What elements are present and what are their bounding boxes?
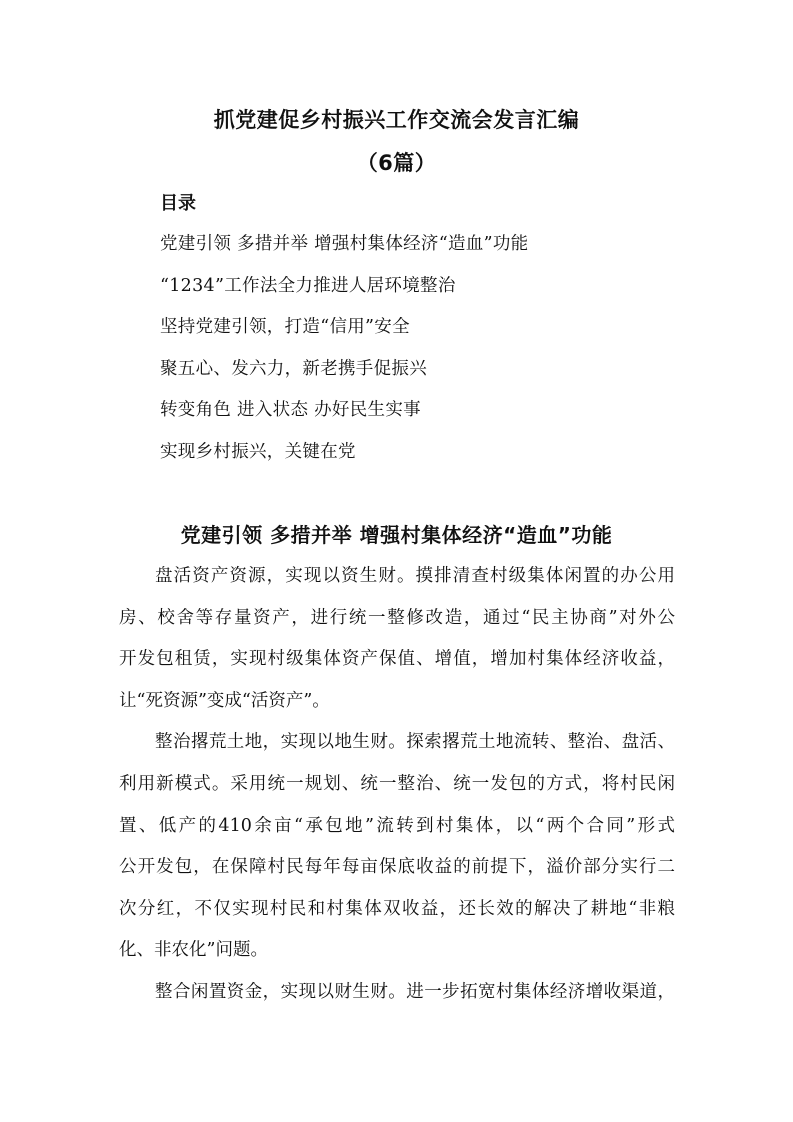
toc-heading: 目录	[160, 193, 196, 214]
toc-item: 实现乡村振兴，关键在党	[160, 441, 356, 462]
paragraph-line: 让“死资源”变成“活资产”。	[119, 690, 330, 711]
section-title: 党建引领 多措并举 增强村集体经济“造血”功能	[180, 523, 613, 547]
toc-item: 党建引领 多措并举 增强村集体经济“造血”功能	[160, 234, 529, 254]
table-of-contents	[160, 231, 528, 480]
section-body	[119, 560, 675, 1018]
document-subtitle: （6篇）	[356, 151, 437, 175]
toc-item: 聚五心、发六力，新老携手促振兴	[160, 358, 427, 379]
paragraph-line: 置、低产的410余亩“承包地”流转到村集体，以“两个合同”形式	[119, 815, 675, 836]
toc-item: 转变角色 进入状态 办好民生实事	[160, 400, 421, 420]
paragraph-line: 整合闲置资金，实现以财生财。进一步拓宽村集体经济增收渠道，	[155, 981, 675, 1002]
paragraph-line: 开发包租赁，实现村级集体资产保值、增值，增加村集体经济收益，	[119, 649, 675, 670]
document-title: 抓党建促乡村振兴工作交流会发言汇编	[213, 108, 580, 132]
paragraph-line: 次分红，不仅实现村民和村集体双收益，还长效的解决了耕地“非粮	[119, 898, 675, 919]
paragraph-line: 利用新模式。采用统一规划、统一整治、统一发包的方式，将村民闲	[119, 773, 675, 794]
paragraph-line: 盘活资产资源，实现以资生财。摸排清查村级集体闲置的办公用	[155, 566, 675, 586]
paragraph-line: 整治撂荒土地，实现以地生财。探索撂荒土地流转、整治、盘活、	[155, 732, 675, 753]
paragraph-line: 化、非农化”问题。	[119, 940, 268, 961]
paragraph-line: 房、校舍等存量资产，进行统一整修改造，通过“民主协商”对外公	[119, 607, 675, 628]
paragraph-line: 公开发包，在保障村民每年每亩保底收益的前提下，溢价部分实行二	[119, 857, 675, 878]
toc-item: 坚持党建引领，打造“信用”安全	[160, 317, 410, 337]
toc-item: “1234”工作法全力推进人居环境整治	[160, 275, 456, 296]
